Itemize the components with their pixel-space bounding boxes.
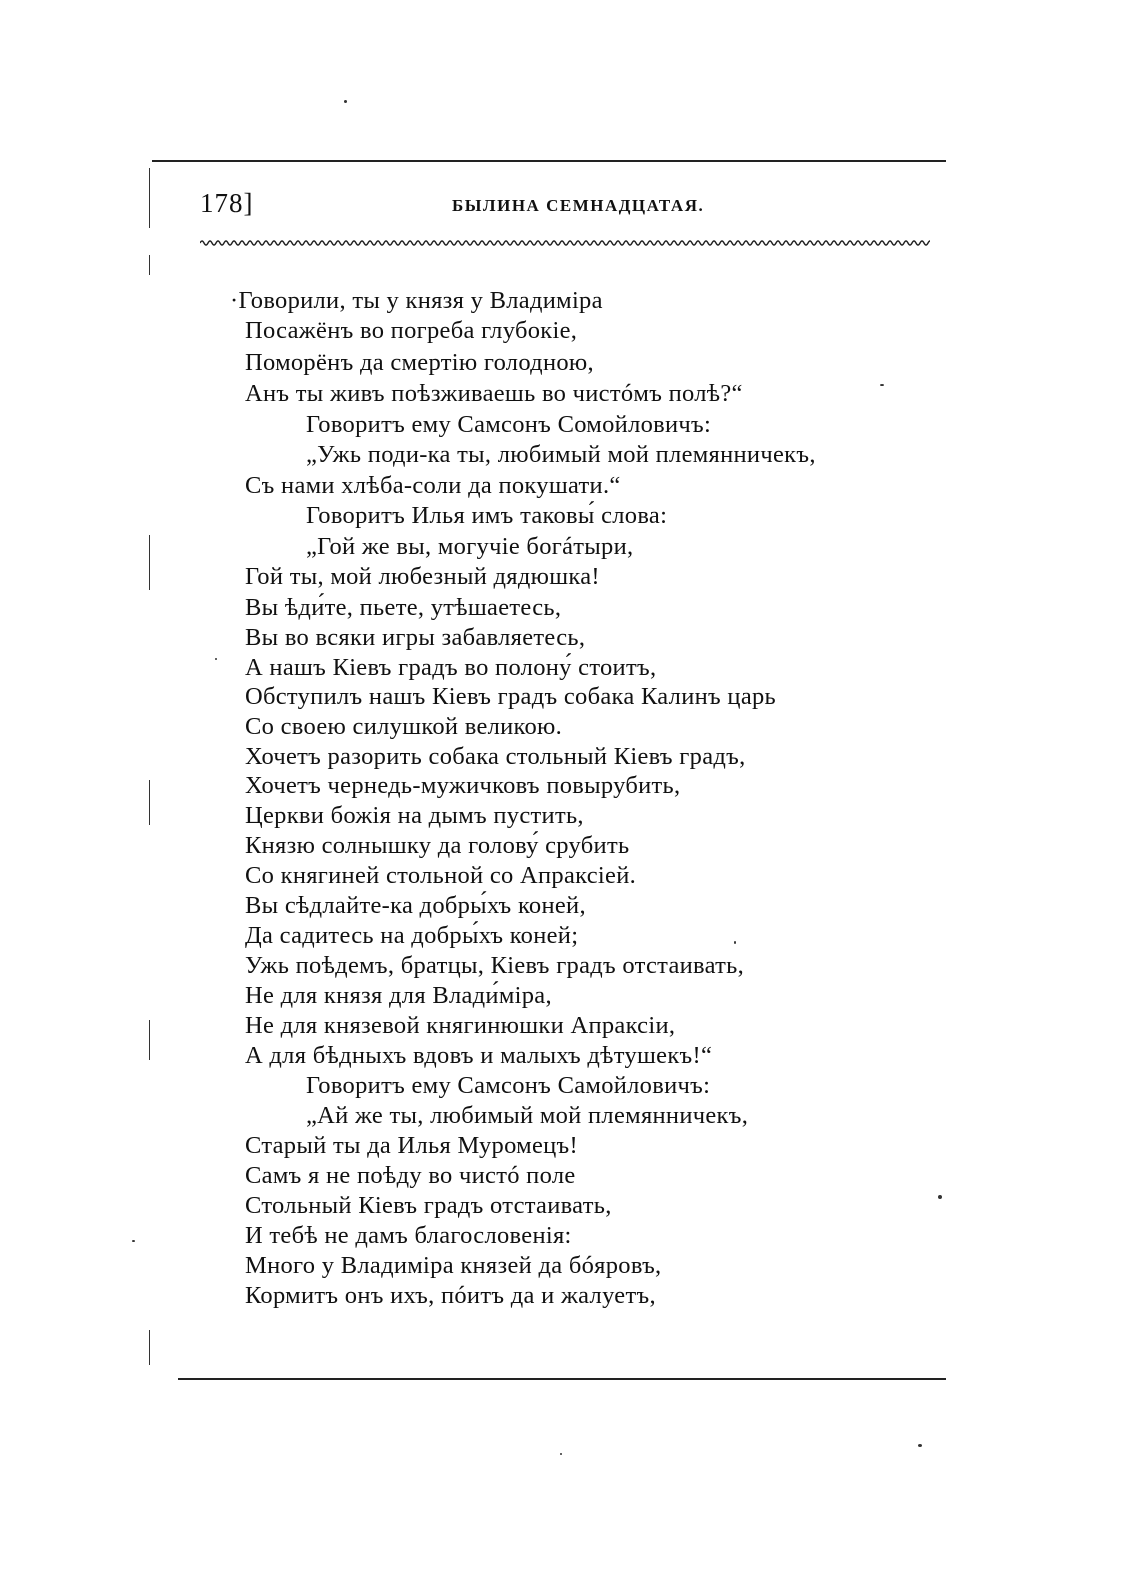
poem-line: Не для князевой княгинюшки Апраксіи, (245, 1012, 676, 1039)
margin-line (149, 1020, 150, 1060)
poem-line: А для бѣдныхъ вдовъ и малыхъ дѣтушекъ!“ (245, 1042, 713, 1069)
poem-line: Поморёнъ да смертію голодною, (245, 349, 594, 376)
poem-line: Говоритъ Илья имъ таковы́ слова: (306, 502, 668, 529)
running-title: БЫЛИНА СЕМНАДЦАТАЯ. (452, 196, 705, 215)
poem-line: Вы во всяки игры забавляетесь, (245, 624, 586, 651)
poem-line: „Ай же ты, любимый мой племянничекъ, (306, 1102, 749, 1129)
poem-line: Да садитесь на добры́хъ коней; (245, 922, 579, 949)
poem-line: Гой ты, мой любезный дядюшка! (245, 563, 600, 590)
poem-line: Ужь поѣдемъ, братцы, Кіевъ градъ отстаивать, (245, 952, 745, 979)
speck (734, 941, 736, 944)
poem-line: Со княгиней стольной со Апраксіей. (245, 862, 637, 889)
speck (560, 1453, 562, 1455)
poem-line: Обступилъ нашъ Кіевъ градъ собака Калинъ царь (245, 683, 777, 710)
margin-line (149, 780, 150, 825)
poem-line: ·Говорили, ты у князя у Владиміра (230, 287, 603, 314)
poem-line: Стольный Кіевъ градъ отстаивать, (245, 1192, 612, 1219)
poem-line: Много у Владиміра князей да бóяровъ, (245, 1252, 662, 1279)
speck (880, 384, 884, 386)
page-header (200, 186, 940, 226)
wavy-divider (200, 236, 930, 250)
poem-line: Самъ я не поѣду во чистó поле (245, 1162, 576, 1189)
poem-line: Не для князя для Влади́міра, (245, 982, 552, 1009)
poem-line: Анъ ты живъ поѣзживаешь во чистóмъ полѣ?“ (245, 380, 743, 407)
poem-line: „Ужь поди-ка ты, любимый мой племянничекъ, (306, 441, 816, 468)
poem-line: Хочетъ разорить собака стольный Кіевъ градъ, (245, 743, 746, 770)
speck (938, 1195, 942, 1199)
poem-line: Хочетъ чернедь-мужичковъ повырубить, (245, 772, 681, 799)
poem-line: И тебѣ не дамъ благословенія: (245, 1222, 572, 1249)
poem-line: „Гой же вы, могучіе богáтыри, (306, 533, 634, 560)
top-rule (152, 160, 946, 162)
speck (215, 658, 217, 660)
margin-line (149, 168, 150, 228)
poem-line: Церкви божія на дымъ пустить, (245, 802, 584, 829)
poem-line: Вы ѣди́те, пьете, утѣшаетесь, (245, 594, 562, 621)
margin-line (149, 255, 150, 275)
poem-line: Съ нами хлѣба-соли да покушати.“ (245, 472, 621, 499)
poem-line: Со своею силушкой великою. (245, 713, 563, 740)
poem-line: Вы сѣдлайте-ка добры́хъ коней, (245, 892, 586, 919)
speck (918, 1444, 922, 1447)
speck (132, 1240, 135, 1242)
poem-line: Посажёнъ во погреба глубокіе, (245, 317, 578, 344)
margin-line (149, 1330, 150, 1365)
poem-line: Говоритъ ему Самсонъ Самойловичъ: (306, 1072, 711, 1099)
bottom-rule (178, 1378, 946, 1380)
speck (344, 100, 347, 103)
page-number: 178] (200, 188, 254, 218)
margin-line (149, 535, 150, 590)
poem-line: Говоритъ ему Самсонъ Сомойловичъ: (306, 411, 712, 438)
poem-line: Кормитъ онъ ихъ, пóитъ да и жалуетъ, (245, 1282, 656, 1309)
poem-line: А нашъ Кіевъ градъ во полону́ стоитъ, (245, 654, 657, 681)
poem-line: Князю солнышку да голову́ срубить (245, 832, 630, 859)
poem-line: Старый ты да Илья Муромецъ! (245, 1132, 578, 1159)
